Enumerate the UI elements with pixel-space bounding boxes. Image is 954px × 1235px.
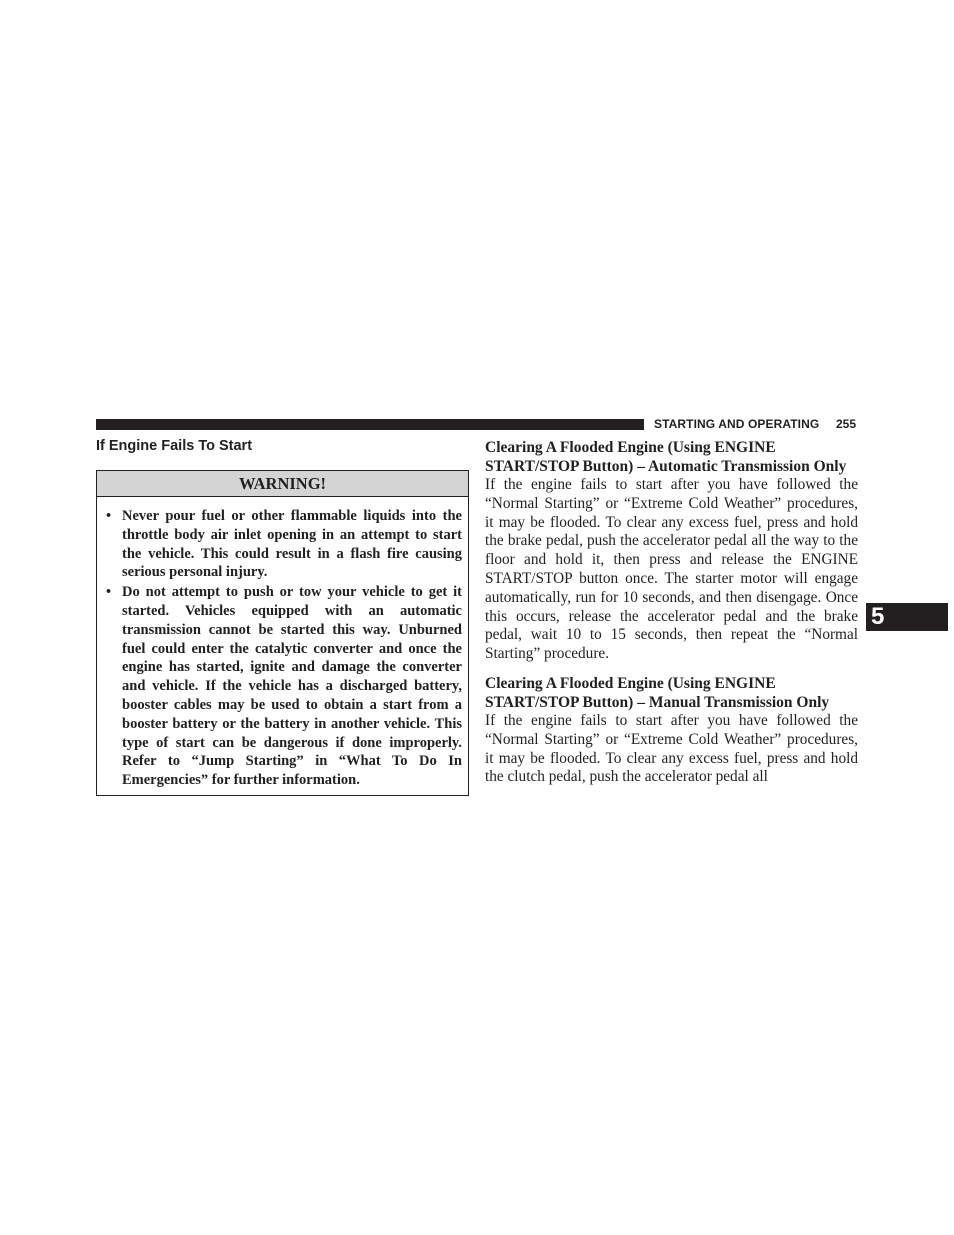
subsection-heading-manual: Clearing A Flooded Engine (Using ENGINE START/STOP Button) – Manual Transmission Only (485, 674, 830, 711)
page-number: 255 (836, 417, 857, 431)
warning-title: WARNING! (97, 471, 468, 497)
warning-list (97, 497, 468, 790)
header-rule (96, 419, 644, 430)
warning-item-text: Do not attempt to push or tow your vehicle to get it started. Vehicles equipped with an automatic transmission cannot be started this way. Unburned fuel could enter the catalytic converter and once the engine has started, ignite and damage the converter and vehicle. If the vehicle has a discharged battery, booster cables may be used to obtain a start from a booster battery or the battery in another vehicle. This type of start can be dangerous if done improperly. Refer to “Jump Starting” in “What To Do In Emergencies” for further information. (122, 584, 462, 789)
chapter-tab: 5 (866, 603, 948, 631)
warning-item (106, 507, 462, 582)
section-heading: If Engine Fails To Start (96, 438, 253, 454)
warning-item-text: Never pour fuel or other flammable liquids into the throttle body air inlet opening in an attempt to start the vehicle. This could result in a flash fire causing serious personal injury. (122, 508, 462, 581)
subsection-heading-automatic: Clearing A Flooded Engine (Using ENGINE START/STOP Button) – Automatic Transmission Only (485, 439, 847, 475)
subsection-body-manual: If the engine fails to start after you have followed the “Normal Starting” or “Extreme Cold Weather” procedures, it may be flooded. To clear any excess fuel, press and hold the clutch pedal, push the accelerator pedal all (485, 711, 858, 786)
bullet-icon: • (106, 584, 112, 601)
bullet-icon: • (106, 508, 112, 524)
subsection-body-automatic: If the engine fails to start after you have followed the “Normal Starting” or “Extreme Cold Weather” procedures, it may be flooded. To clear any excess fuel, press and hold the brake pedal, push the accelerator pedal all the way to the floor and hold it, then press and release the ENGINE START/STOP button once. The starter motor will engage automatically, run for 10 seconds, and then disengage. Once this occurs, release the accelerator pedal and the brake pedal, wait 10 to 15 seconds, then repeat the “Normal Starting” procedure. (485, 476, 858, 663)
right-column (485, 438, 858, 787)
warning-item (106, 583, 462, 790)
running-header-section: STARTING AND OPERATING (654, 417, 820, 431)
warning-box (96, 470, 469, 796)
